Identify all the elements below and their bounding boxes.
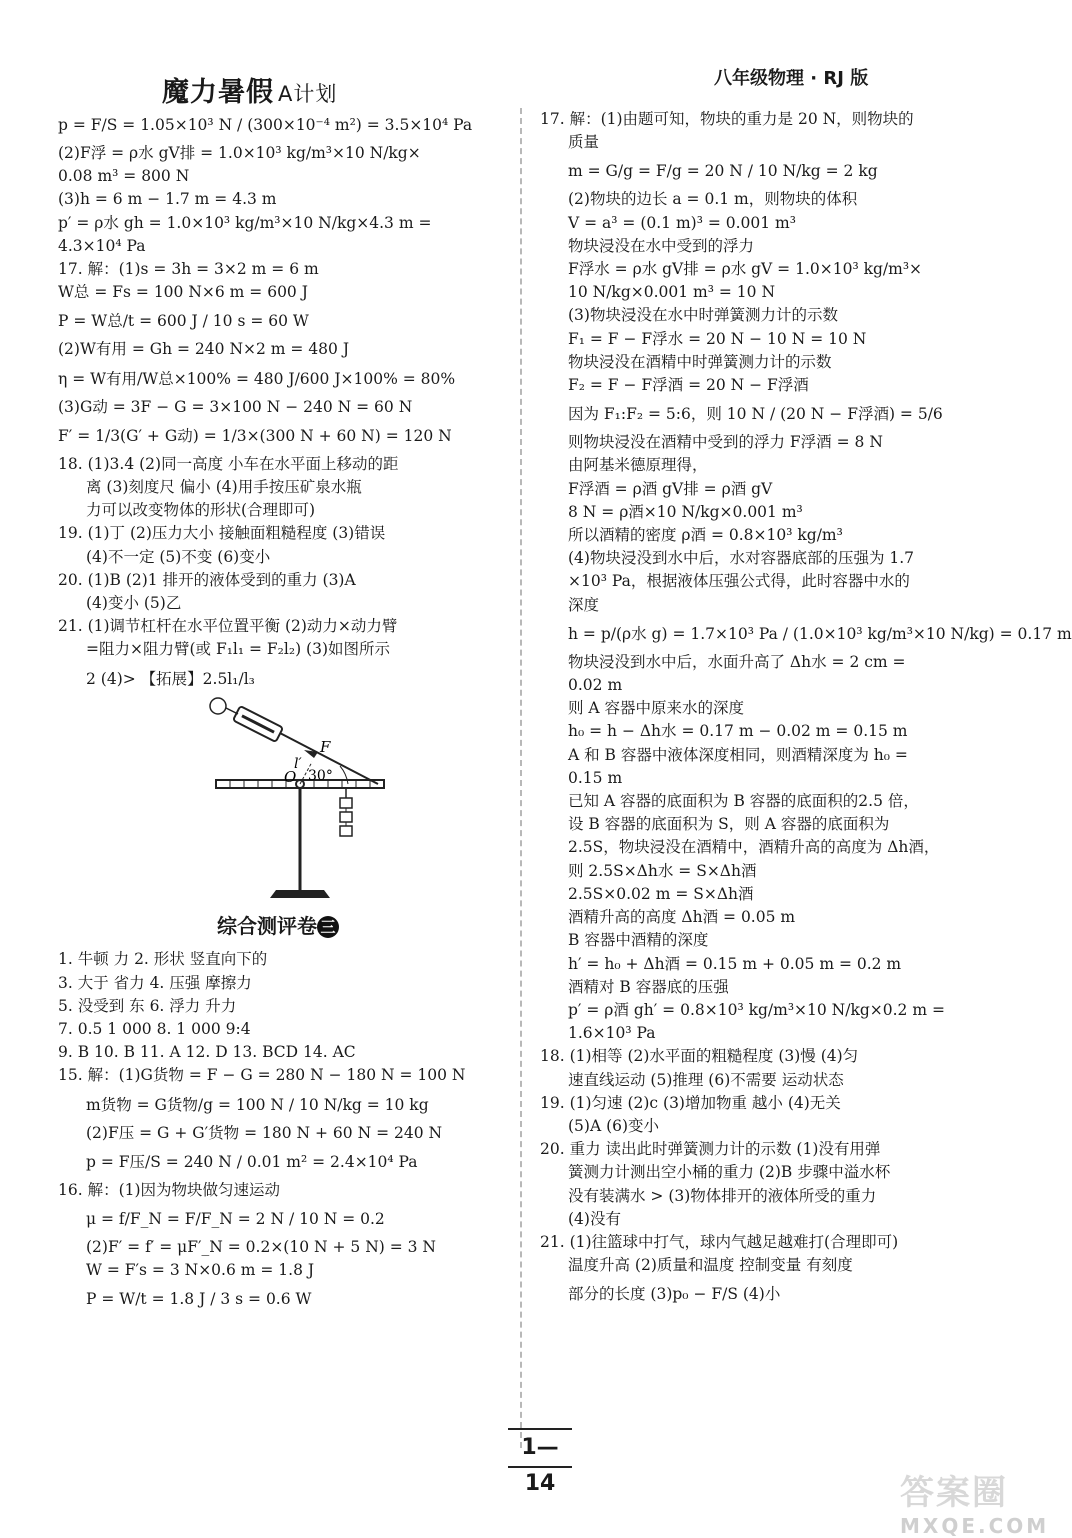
answer-line: 酒精升高的高度 Δh酒 = 0.05 m (568, 908, 796, 927)
answer-line: h = p/(ρ水 g) = 1.7×10³ Pa / (1.0×10³ kg/m³×10 N/kg) = 0.17 m (568, 624, 1072, 643)
answer-line: 16. 解：(1)因为物块做匀速运动 (58, 1180, 281, 1199)
answer-line: 质量 (568, 133, 600, 152)
answer-line: 0.15 m (568, 768, 623, 787)
answer-line: p′ = ρ水 gh = 1.0×10³ kg/m³×10 N/kg×4.3 m = (58, 213, 432, 232)
answer-line: 则 2.5S×Δh水 = S×Δh酒 (568, 861, 757, 880)
answer-line: 酒精对 B 容器底的压强 (568, 977, 729, 996)
answer-line: 3. 大于 省力 4. 压强 摩擦力 (58, 973, 252, 992)
answer-line: 离 (3)刻度尺 偏小 (4)用手按压矿泉水瓶 (86, 478, 362, 497)
answer-line: 则物块浸没在酒精中受到的浮力 F浮酒 = 8 N (568, 433, 883, 452)
lever-diagram (58, 702, 498, 902)
answer-line: F₂ = F − F浮酒 = 20 N − F浮酒 (568, 376, 809, 395)
answer-line: 则 A 容器中原来水的深度 (568, 699, 745, 718)
answer-line: η = W有用/W总×100% = 480 J/600 J×100% = 80% (58, 369, 456, 388)
answer-line: 2 (4)> 【拓展】2.5l₁/l₃ (86, 669, 255, 688)
answer-line: (2)物块的边长 a = 0.1 m，则物块的体积 (568, 190, 858, 209)
answer-line: 温度升高 (2)质量和温度 控制变量 有刻度 (568, 1256, 853, 1275)
answer-line: 所以酒精的密度 ρ酒 = 0.8×10³ kg/m³ (568, 526, 843, 545)
answer-line: 19. (1)匀速 (2)c (3)增加物重 越小 (4)无关 (540, 1093, 841, 1112)
answer-line: p = F压/S = 240 N / 0.01 m² = 2.4×10⁴ Pa (86, 1152, 418, 1171)
answer-line: W总 = Fs = 100 N×6 m = 600 J (58, 283, 308, 302)
answer-line: (4)不一定 (5)不变 (6)变小 (86, 547, 271, 566)
answer-line: F浮水 = ρ水 gV排 = ρ水 gV = 1.0×10³ kg/m³× (568, 260, 923, 279)
answer-line: B 容器中酒精的深度 (568, 931, 709, 950)
pivot-label: O (284, 767, 297, 786)
answer-line: 由阿基米德原理得， (568, 456, 708, 475)
answer-line: (2)W有用 = Gh = 240 N×2 m = 480 J (58, 340, 350, 359)
subject-label: 八年级物理 · RJ 版 (714, 68, 869, 89)
answer-line: (3)h = 6 m − 1.7 m = 4.3 m (58, 190, 277, 209)
answer-line: 15. 解：(1)G货物 = F − G = 280 N − 180 N = 100 N (58, 1066, 466, 1085)
answer-line: 8 N = ρ酒×10 N/kg×0.001 m³ (568, 502, 803, 521)
answer-line: p′ = ρ酒 gh′ = 0.8×10³ kg/m³×10 N/kg×0.2 m = (568, 1000, 945, 1019)
left-column (58, 108, 498, 1316)
answer-line: (2)F′ = f′ = μF′_N = 0.2×(10 N + 5 N) = 3 N (86, 1237, 436, 1256)
answer-line: (3)G动 = 3F − G = 3×100 N − 240 N = 60 N (58, 397, 413, 416)
brand-title (162, 70, 337, 109)
answer-line: 速直线运动 (5)推理 (6)不需要 运动状态 (568, 1070, 844, 1089)
answer-line: μ = f/F_N = F/F_N = 2 N / 10 N = 0.2 (86, 1209, 385, 1228)
answer-line: 21. (1)往篮球中打气，球内气越足越难打(合理即可) (540, 1232, 899, 1251)
answer-line: 18. (1)相等 (2)水平面的粗糙程度 (3)慢 (4)匀 (540, 1047, 859, 1066)
answer-line: 设 B 容器的底面积为 S，则 A 容器的底面积为 (568, 815, 890, 834)
answer-line: m货物 = G货物/g = 100 N / 10 N/kg = 10 kg (86, 1095, 429, 1114)
answer-line: m = G/g = F/g = 20 N / 10 N/kg = 2 kg (568, 162, 878, 181)
answer-line: 10 N/kg×0.001 m³ = 10 N (568, 283, 776, 302)
answer-line: 部分的长度 (3)p₀ − F/S (4)小 (568, 1285, 781, 1304)
column-divider (520, 108, 522, 1448)
answer-line: (5)A (6)变小 (568, 1116, 660, 1135)
answer-line: 20. (1)B (2)1 排开的液体受到的重力 (3)A (58, 570, 356, 589)
answer-line: 4.3×10⁴ Pa (58, 236, 146, 255)
answer-line: 物块浸没在水中受到的浮力 (568, 236, 755, 255)
answer-line: 7. 0.5 1 000 8. 1 000 9:4 (58, 1019, 251, 1038)
answer-line: h′ = h₀ + Δh酒 = 0.15 m + 0.05 m = 0.2 m (568, 954, 902, 973)
answer-line: (4)物块浸没到水中后，水对容器底部的压强为 1.7 (568, 549, 915, 568)
answer-line: V = a³ = (0.1 m)³ = 0.001 m³ (568, 213, 796, 232)
answer-line: ×10³ Pa，根据液体压强公式得，此时容器中水的 (568, 572, 910, 591)
right-column (540, 108, 1072, 1311)
answer-line: h₀ = h − Δh水 = 0.17 m − 0.02 m = 0.15 m (568, 722, 908, 741)
answer-line: 物块浸没到水中后，水面升高了 Δh水 = 2 cm = (568, 652, 906, 671)
watermark-logo (900, 1465, 1049, 1538)
answer-line: 9. B 10. B 11. A 12. D 13. BCD 14. AC (58, 1043, 356, 1062)
answer-line: P = W/t = 1.8 J / 3 s = 0.6 W (86, 1290, 312, 1309)
answer-line: 21. (1)调节杠杆在水平位置平衡 (2)动力×动力臂 (58, 617, 398, 636)
answer-line: F₁ = F − F浮水 = 20 N − 10 N = 10 N (568, 329, 867, 348)
section-number-badge: 三 (317, 916, 339, 938)
answer-line: 1.6×10³ Pa (568, 1024, 656, 1043)
answer-line: (4)没有 (568, 1209, 621, 1228)
answer-line: 没有装满水 > (3)物体排开的液体所受的重力 (568, 1186, 877, 1205)
answer-line: 2.5S×0.02 m = S×Δh酒 (568, 884, 754, 903)
answer-line: 因为 F₁:F₂ = 5:6，则 10 N / (20 N − F浮酒) = 5/6 (568, 405, 943, 424)
watermark-url: MXQE.COM (900, 1514, 1050, 1538)
angle-label: 30° (308, 767, 333, 784)
brand-plan: A计划 (278, 82, 338, 106)
page-number: 1—14 (508, 1428, 572, 1468)
answer-line: =阻力×阻力臂(或 F₁l₁ = F₂l₂) (3)如图所示 (86, 640, 390, 659)
answer-line: (3)物块浸没在水中时弹簧测力计的示数 (568, 306, 838, 325)
force-label: F (320, 737, 331, 756)
answer-line: (2)F压 = G + G′货物 = 180 N + 60 N = 240 N (86, 1123, 443, 1142)
answer-line: A 和 B 容器中液体深度相同，则酒精深度为 h₀ = (568, 745, 908, 764)
answer-line: 17. 解：(1)s = 3h = 3×2 m = 6 m (58, 260, 319, 279)
answer-line: 18. (1)3.4 (2)同一高度 小车在水平面上移动的距 (58, 454, 399, 473)
answer-line: 19. (1)丁 (2)压力大小 接触面粗糙程度 (3)错误 (58, 524, 386, 543)
answer-line: 深度 (568, 595, 600, 614)
answer-line: 物块浸没在酒精中时弹簧测力计的示数 (568, 352, 832, 371)
answer-line: F浮酒 = ρ酒 gV排 = ρ酒 gV (568, 479, 773, 498)
answer-line: W = F′s = 3 N×0.6 m = 1.8 J (86, 1261, 315, 1280)
section-title (58, 915, 498, 939)
brand-name: 魔力暑假 (162, 77, 274, 108)
answer-line: P = W总/t = 600 J / 10 s = 60 W (58, 312, 309, 331)
answer-line: 20. 重力 读出此时弹簧测力计的示数 (1)没有用弹 (540, 1140, 881, 1159)
answer-line: 簧测力计测出空小桶的重力 (2)B 步骤中溢水杯 (568, 1163, 891, 1182)
answer-line: 已知 A 容器的底面积为 B 容器的底面积的2.5 倍， (568, 792, 919, 811)
answer-line: 5. 没受到 东 6. 浮力 升力 (58, 996, 237, 1015)
answer-line: 0.02 m (568, 676, 623, 695)
answer-line: p = F/S = 1.05×10³ N / (300×10⁻⁴ m²) = 3.5×10⁴ Pa (58, 116, 473, 134)
answer-line: 1. 牛顿 力 2. 形状 竖直向下的 (58, 950, 268, 969)
answer-line: 17. 解：(1)由题可知，物块的重力是 20 N，则物块的 (540, 110, 914, 128)
answer-line: 0.08 m³ = 800 N (58, 167, 190, 186)
answer-line: 2.5S，物块浸没在酒精中，酒精升高的高度为 Δh酒， (568, 838, 940, 857)
answer-line: 力可以改变物体的形状(合理即可) (86, 501, 316, 520)
answer-line: (2)F浮 = ρ水 gV排 = 1.0×10³ kg/m³×10 N/kg× (58, 144, 421, 162)
section-title-text: 综合测评卷 (217, 913, 317, 938)
arm-label: l′ (294, 755, 302, 772)
answer-line: (4)变小 (5)乙 (86, 594, 182, 613)
answer-line: F′ = 1/3(G′ + G动) = 1/3×(300 N + 60 N) = 120 N (58, 426, 452, 445)
watermark-text: 答案圈 (900, 1473, 1008, 1513)
